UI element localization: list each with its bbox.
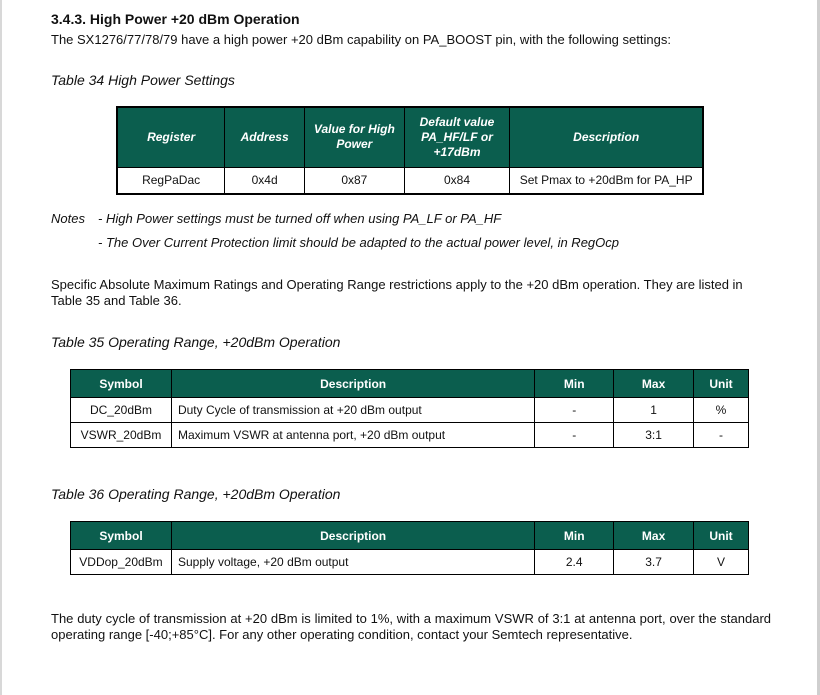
note-item-2: - The Over Current Protection limit should be adapted to the actual power level, in RegOcp: [98, 235, 619, 250]
note-item-1: - High Power settings must be turned off when using PA_LF or PA_HF: [98, 211, 502, 226]
table36-header-max: Max: [614, 522, 694, 550]
table34-header-address: Address: [225, 107, 305, 167]
table35-header-symbol: Symbol: [71, 370, 172, 398]
table36-operating-range: [70, 521, 749, 575]
table35-header-unit: Unit: [694, 370, 749, 398]
table35-caption: Table 35 Operating Range, +20dBm Operation: [51, 334, 341, 350]
table34-header-default: Default value PA_HF/LF or +17dBm: [404, 107, 510, 167]
table34-caption: Table 34 High Power Settings: [51, 72, 235, 88]
table35-row1-symbol: DC_20dBm: [71, 398, 172, 423]
table34-high-power-settings: [116, 106, 704, 195]
table34-cell-default: 0x84: [404, 167, 510, 194]
table35-header-description: Description: [171, 370, 534, 398]
table-row: [71, 398, 749, 423]
table34-header-description: Description: [510, 107, 703, 167]
table35-row1-description: Duty Cycle of transmission at +20 dBm output: [171, 398, 534, 423]
notes-label: Notes: [51, 211, 85, 226]
table35-row2-min: -: [535, 423, 614, 448]
table36-row1-max: 3.7: [614, 550, 694, 575]
table35-row1-max: 1: [614, 398, 694, 423]
table36-row1-min: 2.4: [535, 550, 614, 575]
table35-header-min: Min: [535, 370, 614, 398]
table35-header-row: [71, 370, 749, 398]
table35-row2-symbol: VSWR_20dBm: [71, 423, 172, 448]
section-heading: 3.4.3. High Power +20 dBm Operation: [51, 11, 300, 27]
table35-row1-min: -: [535, 398, 614, 423]
table34-header-row: [117, 107, 703, 167]
intro-paragraph: The SX1276/77/78/79 have a high power +20 dBm capability on PA_BOOST pin, with the following settings:: [51, 32, 671, 47]
table36-header-row: [71, 522, 749, 550]
table36-header-unit: Unit: [694, 522, 749, 550]
table35-header-max: Max: [614, 370, 694, 398]
page-left-border: [0, 0, 2, 695]
table35-row1-unit: %: [694, 398, 749, 423]
table36-row1-description: Supply voltage, +20 dBm output: [171, 550, 534, 575]
table34-cell-register: RegPaDac: [117, 167, 225, 194]
table36-header-symbol: Symbol: [71, 522, 172, 550]
table36-caption: Table 36 Operating Range, +20dBm Operation: [51, 486, 341, 502]
table35-row2-max: 3:1: [614, 423, 694, 448]
table35-row2-unit: -: [694, 423, 749, 448]
table36-header-min: Min: [535, 522, 614, 550]
restrictions-paragraph: Specific Absolute Maximum Ratings and Operating Range restrictions apply to the +20 dBm operation. They are listed in Table 35 and Table 36.: [51, 277, 743, 308]
table-row: [71, 423, 749, 448]
table-row: [71, 550, 749, 575]
table36-header-description: Description: [171, 522, 534, 550]
closing-paragraph: The duty cycle of transmission at +20 dBm is limited to 1%, with a maximum VSWR of 3:1 at antenna port, over the standard operating range [-40;+85°C]. For any other operating condition, contact your Semtech representative.: [51, 611, 771, 642]
table36-row1-unit: V: [694, 550, 749, 575]
table35-operating-range: [70, 369, 749, 448]
table34-cell-description: Set Pmax to +20dBm for PA_HP: [510, 167, 703, 194]
table34-header-value: Value for High Power: [305, 107, 405, 167]
table34-cell-address: 0x4d: [225, 167, 305, 194]
table34-header-register: Register: [117, 107, 225, 167]
table-row: [117, 167, 703, 194]
table36-row1-symbol: VDDop_20dBm: [71, 550, 172, 575]
table34-cell-value: 0x87: [305, 167, 405, 194]
table35-row2-description: Maximum VSWR at antenna port, +20 dBm output: [171, 423, 534, 448]
